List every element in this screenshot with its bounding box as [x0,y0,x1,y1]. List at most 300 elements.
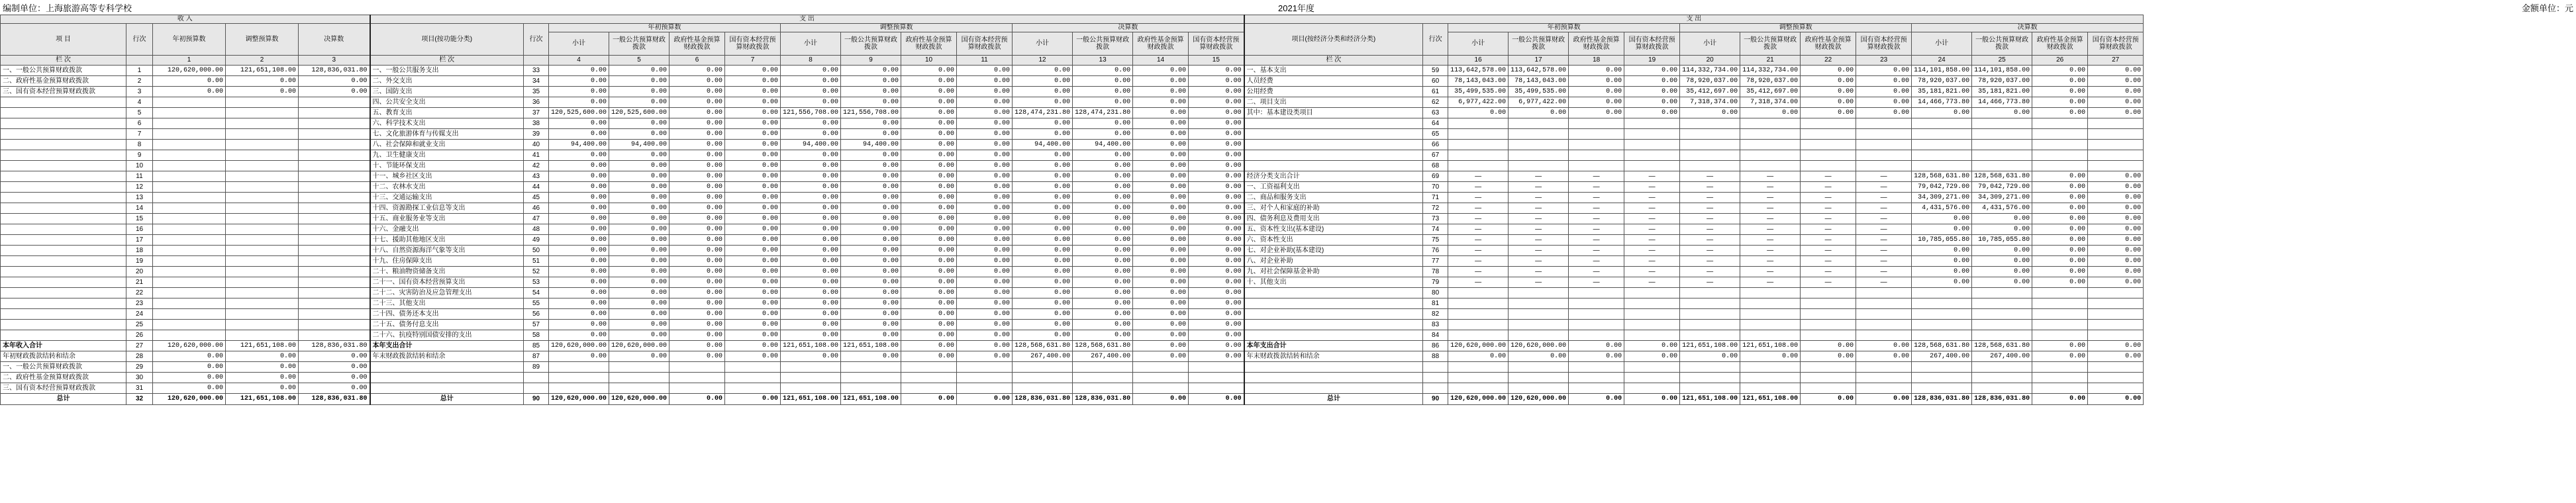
amount-cell: 0.00 [1448,108,1509,118]
amount-cell: 0.00 [957,246,1013,256]
sub-header-fund-1: 政府性基金预算财政拨款 [669,32,725,56]
amount-cell [1569,320,1624,330]
amount-cell: 0.00 [549,224,609,235]
amount-cell [2032,330,2088,341]
amount-cell: 0.00 [1133,246,1189,256]
func-init-group: 年初预算数 [549,24,781,32]
amount-cell: — [1624,214,1680,224]
row-label-cell [1244,373,1423,383]
row-label-cell [1244,288,1423,298]
row-label-cell: 本年收入合计 [1,341,126,351]
row-number-cell: 43 [524,171,549,182]
amount-cell: 120,620,000.00 [153,341,226,351]
amount-cell [1569,288,1624,298]
amount-cell: 78,920,037.00 [1740,76,1801,87]
amount-cell: 0.00 [609,203,669,214]
amount-cell: 0.00 [1133,309,1189,320]
amount-cell [609,383,669,394]
row-number-cell: 1 [126,66,153,76]
amount-cell: 0.00 [1569,66,1624,76]
amount-cell [1856,161,1912,171]
amount-cell: 0.00 [901,320,957,330]
amount-cell: 0.00 [1013,235,1073,246]
amount-cell: 128,836,031.80 [299,341,370,351]
table-row [1,373,2144,383]
amount-cell: 0.00 [153,87,226,97]
amount-cell: 0.00 [299,351,370,362]
amount-cell [1680,298,1740,309]
amount-cell [1189,373,1244,383]
table-row [1,193,2144,203]
amount-cell: 0.00 [1073,129,1133,140]
amount-cell: — [1448,235,1509,246]
amount-cell: 0.00 [1133,203,1189,214]
row-number-cell: 81 [1423,298,1448,309]
func-adj-group: 调整预算数 [781,24,1013,32]
amount-cell: 0.00 [1189,309,1244,320]
row-number-cell [524,383,549,394]
amount-cell [957,362,1013,373]
row-number-cell: 57 [524,320,549,330]
amount-cell: 0.00 [1013,288,1073,298]
row-label-cell: 二十一、国有资本经营预算支出 [370,277,524,288]
table-row [1,182,2144,193]
amount-cell [299,171,370,182]
row-label-cell: 十六、金融支出 [370,224,524,235]
row-number-cell: 40 [524,140,549,150]
report-header [0,0,2576,15]
amount-cell: 0.00 [1073,203,1133,214]
amount-cell [1801,288,1856,298]
row-label-cell [1244,161,1423,171]
table-row [1,108,2144,118]
row-label-cell: 一、一般公共服务支出 [370,66,524,76]
column-number-cell: 19 [1624,56,1680,66]
amount-cell [549,373,609,383]
amount-cell: 0.00 [609,97,669,108]
amount-cell: — [1569,235,1624,246]
amount-cell: 0.00 [901,129,957,140]
amount-cell: 0.00 [725,256,781,267]
amount-cell [1856,118,1912,129]
column-number-cell: 20 [1680,56,1740,66]
row-number-cell: 23 [126,298,153,309]
row-number-cell: 83 [1423,320,1448,330]
amount-cell [669,373,725,383]
row-number-cell: 90 [524,394,549,405]
amount-cell [226,235,299,246]
amount-cell [1680,309,1740,320]
amount-cell: 0.00 [725,182,781,193]
row-label-cell: 三、国有资本经营预算财政拨款 [1,383,126,394]
row-number-cell: 62 [1423,97,1448,108]
row-label-cell: 二十、粮油物资储备支出 [370,267,524,277]
amount-cell [299,256,370,267]
amount-cell: 0.00 [1013,171,1073,182]
func-final-group: 决算数 [1013,24,1244,32]
amount-cell: 0.00 [2032,394,2088,405]
amount-cell [2088,320,2144,330]
amount-cell: 0.00 [1013,203,1073,214]
amount-cell: 0.00 [1073,66,1133,76]
amount-cell: 0.00 [1133,171,1189,182]
amount-cell [153,161,226,171]
amount-cell: 120,620,000.00 [549,341,609,351]
amount-cell: 0.00 [1133,140,1189,150]
amount-cell [153,256,226,267]
amount-cell: — [1680,277,1740,288]
amount-cell: 0.00 [1073,97,1133,108]
row-label-cell [1244,118,1423,129]
amount-cell: 0.00 [781,193,841,203]
amount-cell [226,214,299,224]
amount-cell: 0.00 [781,224,841,235]
table-row [1,66,2144,76]
row-number-cell: 75 [1423,235,1448,246]
amount-cell [153,330,226,341]
amount-cell [1133,362,1189,373]
amount-cell: — [1740,203,1801,214]
amount-cell [1509,161,1569,171]
amount-cell: — [1569,182,1624,193]
amount-cell [2088,298,2144,309]
table-row [1,97,2144,108]
amount-cell [1448,288,1509,298]
amount-cell: — [1624,171,1680,182]
amount-cell: 0.00 [669,182,725,193]
amount-cell [1740,150,1801,161]
amount-cell [1680,140,1740,150]
amount-cell [1509,288,1569,298]
row-number-cell: 84 [1423,330,1448,341]
row-label-cell: 十四、资源勘探工业信息等支出 [370,203,524,214]
amount-cell: 0.00 [725,161,781,171]
amount-cell: 0.00 [153,373,226,383]
amount-cell: 0.00 [1801,97,1856,108]
row-label-cell: 四、公共安全支出 [370,97,524,108]
amount-cell [1624,298,1680,309]
amount-cell: 0.00 [1624,108,1680,118]
amount-cell [1624,362,1680,373]
amount-cell: 0.00 [841,182,901,193]
amount-cell: — [1680,235,1740,246]
table-row [1,320,2144,330]
column-number-cell: 26 [2032,56,2088,66]
amount-cell: 0.00 [669,320,725,330]
sub-header-fund-2: 政府性基金预算财政拨款 [901,32,957,56]
amount-cell [226,309,299,320]
row-number-cell: 49 [524,235,549,246]
amount-cell [299,330,370,341]
amount-cell [2032,140,2088,150]
row-number-cell: 61 [1423,87,1448,97]
row-number-cell: 7 [126,129,153,140]
amount-cell: 0.00 [1189,66,1244,76]
amount-cell: 0.00 [1189,298,1244,309]
amount-cell: 120,525,600.00 [549,108,609,118]
column-number-cell: 5 [609,56,669,66]
row-label-cell: 十、节能环保支出 [370,161,524,171]
amount-cell: 0.00 [1133,66,1189,76]
amount-cell: 0.00 [609,320,669,330]
amount-cell: — [1569,203,1624,214]
amount-cell: 0.00 [609,129,669,140]
amount-cell: 0.00 [1013,267,1073,277]
amount-cell [299,267,370,277]
amount-cell: 0.00 [226,362,299,373]
amount-cell: 120,620,000.00 [1448,341,1509,351]
row-number-cell: 21 [126,277,153,288]
amount-cell: 0.00 [1073,267,1133,277]
amount-cell: 0.00 [1912,214,1972,224]
row-label-cell: 二、项目支出 [1244,97,1423,108]
income-rowno-header: 行次 [126,24,153,56]
amount-cell: 0.00 [1013,320,1073,330]
amount-cell: 128,568,631.80 [1972,171,2032,182]
amount-cell [1972,373,2032,383]
amount-cell: 0.00 [1133,351,1189,362]
row-label-cell: 一、一般公共预算财政拨款 [1,66,126,76]
row-number-cell: 20 [126,267,153,277]
row-label-cell [1244,129,1423,140]
amount-cell [1624,288,1680,298]
amount-cell: 0.00 [957,129,1013,140]
amount-cell: 0.00 [1856,66,1912,76]
amount-cell: 0.00 [1013,118,1073,129]
amount-cell [226,161,299,171]
amount-cell: 0.00 [957,288,1013,298]
amount-cell: 0.00 [1569,394,1624,405]
amount-cell [2088,150,2144,161]
row-label-cell [1,277,126,288]
amount-cell: 0.00 [841,298,901,309]
amount-cell: 0.00 [1189,182,1244,193]
row-number-cell: 36 [524,97,549,108]
amount-cell: 0.00 [901,193,957,203]
row-label-cell [1,288,126,298]
amount-cell: 0.00 [1073,150,1133,161]
amount-cell: 120,525,600.00 [609,108,669,118]
amount-cell: 0.00 [1972,224,2032,235]
amount-cell: 7,318,374.00 [1740,97,1801,108]
row-number-cell: 47 [524,214,549,224]
amount-cell: 0.00 [901,214,957,224]
amount-cell: — [1448,171,1509,182]
amount-cell: 0.00 [957,97,1013,108]
amount-cell: — [1801,256,1856,267]
table-row [1,76,2144,87]
amount-cell: — [1509,193,1569,203]
row-number-cell: 12 [126,182,153,193]
amount-cell [1801,383,1856,394]
amount-cell: 121,556,708.00 [781,108,841,118]
amount-cell: — [1801,203,1856,214]
amount-cell: 0.00 [957,193,1013,203]
row-label-cell [1,309,126,320]
amount-cell [1801,150,1856,161]
amount-cell: 0.00 [226,383,299,394]
amount-cell [549,362,609,373]
amount-cell: 0.00 [1133,298,1189,309]
amount-cell [1680,118,1740,129]
amount-cell: 0.00 [1013,97,1073,108]
amount-cell: 128,474,231.80 [1073,108,1133,118]
amount-cell [1801,330,1856,341]
amount-cell: — [1680,256,1740,267]
amount-cell: 0.00 [2088,97,2144,108]
amount-cell [1509,362,1569,373]
row-label-cell [1,298,126,309]
amount-cell: 0.00 [2088,108,2144,118]
amount-cell: 0.00 [1856,76,1912,87]
amount-cell: 0.00 [725,330,781,341]
column-number-cell: 17 [1509,56,1569,66]
amount-cell [1912,383,1972,394]
amount-cell: 0.00 [1856,97,1912,108]
amount-cell: 0.00 [1133,330,1189,341]
amount-cell [1801,309,1856,320]
amount-cell: 0.00 [1073,320,1133,330]
row-label-cell [1244,309,1423,320]
amount-cell: 0.00 [1972,214,2032,224]
amount-cell: 94,400.00 [841,140,901,150]
amount-cell: — [1569,267,1624,277]
amount-cell: 0.00 [1073,277,1133,288]
table-row [1,351,2144,362]
amount-cell: 120,620,000.00 [609,394,669,405]
amount-cell: 0.00 [226,373,299,383]
amount-cell: 0.00 [2088,171,2144,182]
amount-cell: 114,332,734.00 [1680,66,1740,76]
amount-cell: 0.00 [1801,394,1856,405]
row-number-cell: 56 [524,309,549,320]
amount-cell: — [1509,277,1569,288]
amount-cell [669,362,725,373]
amount-cell: 121,651,108.00 [841,394,901,405]
amount-cell [1624,320,1680,330]
amount-cell [1509,129,1569,140]
amount-cell: 0.00 [957,108,1013,118]
row-number-cell: 15 [126,214,153,224]
row-label-cell [1244,150,1423,161]
amount-cell: 120,620,000.00 [153,394,226,405]
amount-cell [841,362,901,373]
amount-cell: 0.00 [2088,76,2144,87]
amount-cell [1972,140,2032,150]
amount-cell [1856,362,1912,373]
amount-cell [299,161,370,171]
amount-cell: 0.00 [1740,108,1801,118]
column-number-cell [126,56,153,66]
amount-cell [1569,140,1624,150]
amount-cell: 0.00 [1013,277,1073,288]
row-label-cell: 经济分类支出合计 [1244,171,1423,182]
amount-cell: — [1448,256,1509,267]
amount-cell [226,267,299,277]
amount-cell: 113,642,578.00 [1448,66,1509,76]
row-number-cell: 35 [524,87,549,97]
amount-cell: 0.00 [725,394,781,405]
amount-cell [1856,320,1912,330]
amount-cell: 0.00 [901,182,957,193]
amount-cell: 0.00 [549,214,609,224]
amount-cell: 0.00 [1856,108,1912,118]
amount-cell: — [1856,267,1912,277]
amount-cell: 0.00 [2032,351,2088,362]
amount-cell: — [1509,171,1569,182]
amount-cell: 0.00 [549,182,609,193]
amount-cell: 0.00 [549,87,609,97]
amount-cell: — [1509,267,1569,277]
amount-cell: — [1509,246,1569,256]
amount-cell: 0.00 [1133,224,1189,235]
amount-cell: — [1624,235,1680,246]
amount-cell: 0.00 [669,140,725,150]
amount-cell: 0.00 [841,224,901,235]
table-row [1,330,2144,341]
amount-cell [1073,362,1133,373]
amount-cell: 0.00 [1133,256,1189,267]
amount-cell: 0.00 [669,97,725,108]
row-number-cell: 45 [524,193,549,203]
amount-cell [153,203,226,214]
amount-cell: 0.00 [1189,193,1244,203]
amount-cell: 0.00 [901,267,957,277]
amount-cell: 0.00 [609,246,669,256]
table-row [1,256,2144,267]
row-number-cell: 11 [126,171,153,182]
column-number-cell: 15 [1189,56,1244,66]
amount-cell: 128,568,631.80 [1972,341,2032,351]
row-label-cell [1244,362,1423,373]
amount-cell: 0.00 [725,235,781,246]
amount-cell: 0.00 [669,108,725,118]
amount-cell: 94,400.00 [609,140,669,150]
row-number-cell: 2 [126,76,153,87]
row-number-cell: 79 [1423,277,1448,288]
amount-cell [2088,309,2144,320]
amount-cell: 0.00 [957,267,1013,277]
amount-cell: 0.00 [841,288,901,298]
row-label-cell [1244,383,1423,394]
amount-cell [901,373,957,383]
amount-cell: 0.00 [901,288,957,298]
amount-cell: 79,042,729.00 [1972,182,2032,193]
row-number-cell: 63 [1423,108,1448,118]
row-number-cell: 34 [524,76,549,87]
amount-cell: 79,042,729.00 [1912,182,1972,193]
amount-cell: — [1448,224,1509,235]
amount-cell: 0.00 [725,97,781,108]
amount-cell: 0.00 [1073,330,1133,341]
amount-cell: 0.00 [1133,320,1189,330]
amount-cell: 0.00 [725,267,781,277]
amount-cell: 35,412,697.00 [1740,87,1801,97]
amount-cell: 0.00 [2032,214,2088,224]
amount-cell [781,362,841,373]
row-label-cell: 十三、交通运输支出 [370,193,524,203]
amount-cell: 0.00 [1912,224,1972,235]
amount-cell: 128,568,631.80 [1912,341,1972,351]
amount-cell [725,362,781,373]
amount-cell [1680,150,1740,161]
amount-cell: 128,474,231.80 [1013,108,1073,118]
amount-cell [549,383,609,394]
amount-cell [1569,373,1624,383]
row-label-cell: 二十五、债务付息支出 [370,320,524,330]
amount-cell [1972,309,2032,320]
table-row [1,288,2144,298]
